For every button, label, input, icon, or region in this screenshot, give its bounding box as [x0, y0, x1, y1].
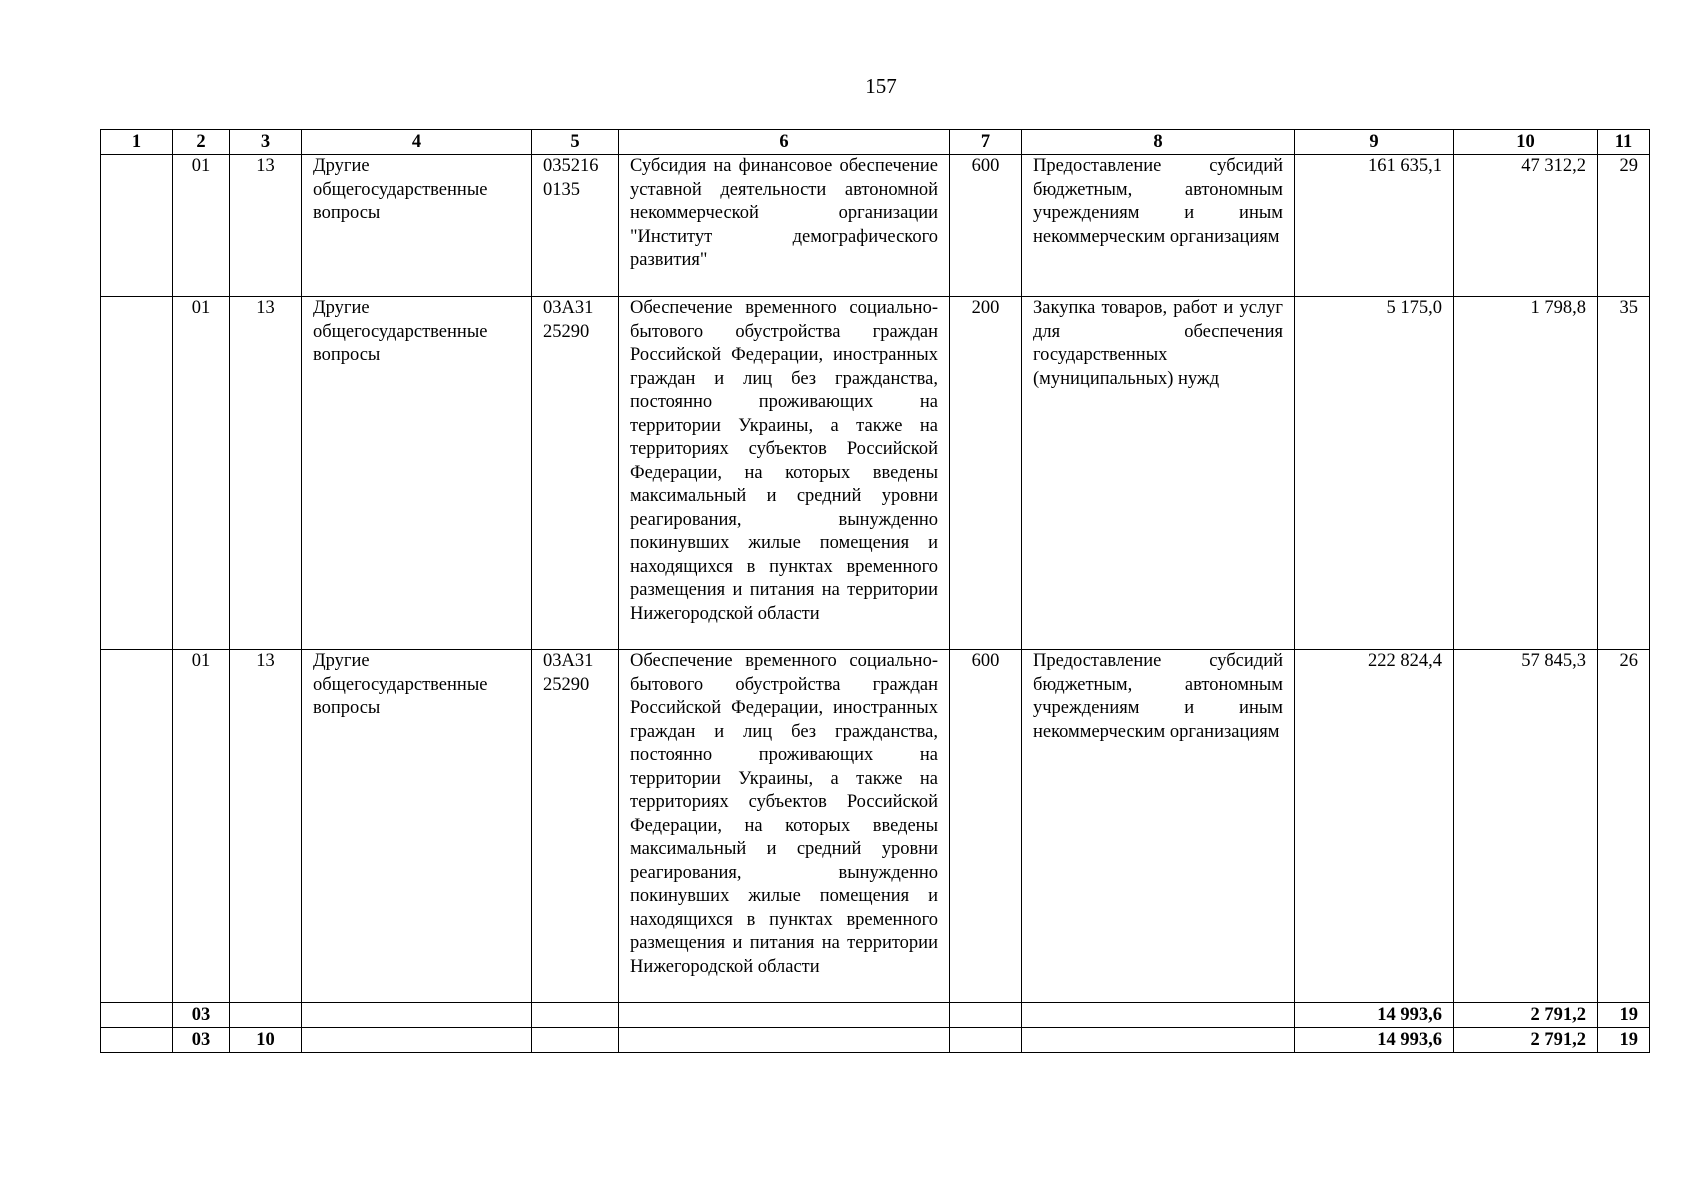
amount-actual: 2 791,2	[1454, 1028, 1598, 1053]
empty-cell	[619, 1003, 950, 1028]
total-row	[101, 1028, 1650, 1053]
amount-plan: 161 635,1	[1295, 155, 1454, 297]
empty-cell	[950, 1003, 1022, 1028]
header-cell: 11	[1598, 130, 1650, 155]
amount-plan: 222 824,4	[1295, 650, 1454, 1003]
section-code: 01	[173, 650, 230, 1003]
table-row	[101, 155, 1650, 297]
empty-cell	[950, 1028, 1022, 1053]
article-name: Субсидия на финансовое обеспечение уставной деятельности автономной некоммерческой организации "Институт демографического развития"	[619, 155, 950, 297]
header-cell: 9	[1295, 130, 1454, 155]
amount-actual: 57 845,3	[1454, 650, 1598, 1003]
expense-type-code: 600	[950, 155, 1022, 297]
page-number: 157	[865, 74, 897, 98]
empty-cell	[302, 1003, 532, 1028]
amount-actual: 2 791,2	[1454, 1003, 1598, 1028]
section-code: 01	[173, 297, 230, 650]
header-cell: 4	[302, 130, 532, 155]
expense-type-name: Предоставление субсидий бюджетным, автономным учреждениям и иным некоммерческим организациям	[1022, 650, 1295, 1003]
header-cell: 10	[1454, 130, 1598, 155]
empty-cell	[619, 1028, 950, 1053]
empty-cell	[302, 1028, 532, 1053]
target-article-code: 03А31 25290	[532, 650, 619, 1003]
cell-col1	[101, 155, 173, 297]
cell-col1	[101, 1028, 173, 1053]
expense-type-code: 200	[950, 297, 1022, 650]
cell-col1	[101, 650, 173, 1003]
section-code: 01	[173, 155, 230, 297]
subsection-code: 13	[230, 650, 302, 1003]
percent-executed: 35	[1598, 297, 1650, 650]
section-code: 03	[173, 1003, 230, 1028]
table-row	[101, 297, 1650, 650]
percent-executed: 26	[1598, 650, 1650, 1003]
cell-col1	[101, 297, 173, 650]
section-name: Другие общегосударственные вопросы	[302, 297, 532, 650]
budget-table	[100, 129, 1650, 1053]
percent-executed: 19	[1598, 1028, 1650, 1053]
amount-plan: 5 175,0	[1295, 297, 1454, 650]
target-article-code: 035216 0135	[532, 155, 619, 297]
article-name: Обеспечение временного социально-бытового обустройства граждан Российской Федерации, иностранных граждан и лиц без гражданства, постоянно проживающих на территории Украины, а также на территориях субъектов Российской Федерации, на которых введены максимальный и средний уровни реагирования, вынужденно покинувших жилые помещения и находящихся в пунктах временного размещения и питания на территории Нижегородской области	[619, 650, 950, 1003]
target-article-code: 03А31 25290	[532, 297, 619, 650]
section-name: Другие общегосударственные вопросы	[302, 155, 532, 297]
subsection-code: 10	[230, 1028, 302, 1053]
header-cell: 8	[1022, 130, 1295, 155]
header-cell: 2	[173, 130, 230, 155]
header-cell: 1	[101, 130, 173, 155]
subsection-code: 13	[230, 155, 302, 297]
expense-type-code: 600	[950, 650, 1022, 1003]
section-code: 03	[173, 1028, 230, 1053]
article-name: Обеспечение временного социально-бытового обустройства граждан Российской Федерации, иностранных граждан и лиц без гражданства, постоянно проживающих на территории Украины, а также на территориях субъектов Российской Федерации, на которых введены максимальный и средний уровни реагирования, вынужденно покинувших жилые помещения и находящихся в пунктах временного размещения и питания на территории Нижегородской области	[619, 297, 950, 650]
cell-col1	[101, 1003, 173, 1028]
header-cell: 5	[532, 130, 619, 155]
amount-actual: 1 798,8	[1454, 297, 1598, 650]
empty-cell	[532, 1003, 619, 1028]
percent-executed: 19	[1598, 1003, 1650, 1028]
subsection-code: 13	[230, 297, 302, 650]
table-row	[101, 650, 1650, 1003]
expense-type-name: Закупка товаров, работ и услуг для обеспечения государственных (муниципальных) нужд	[1022, 297, 1295, 650]
percent-executed: 29	[1598, 155, 1650, 297]
empty-cell	[1022, 1028, 1295, 1053]
subsection-code	[230, 1003, 302, 1028]
amount-actual: 47 312,2	[1454, 155, 1598, 297]
header-cell: 6	[619, 130, 950, 155]
amount-plan: 14 993,6	[1295, 1003, 1454, 1028]
empty-cell	[532, 1028, 619, 1053]
total-row	[101, 1003, 1650, 1028]
amount-plan: 14 993,6	[1295, 1028, 1454, 1053]
header-cell: 3	[230, 130, 302, 155]
section-name: Другие общегосударственные вопросы	[302, 650, 532, 1003]
expense-type-name: Предоставление субсидий бюджетным, автономным учреждениям и иным некоммерческим организациям	[1022, 155, 1295, 297]
header-row	[101, 130, 1650, 155]
empty-cell	[1022, 1003, 1295, 1028]
header-cell: 7	[950, 130, 1022, 155]
